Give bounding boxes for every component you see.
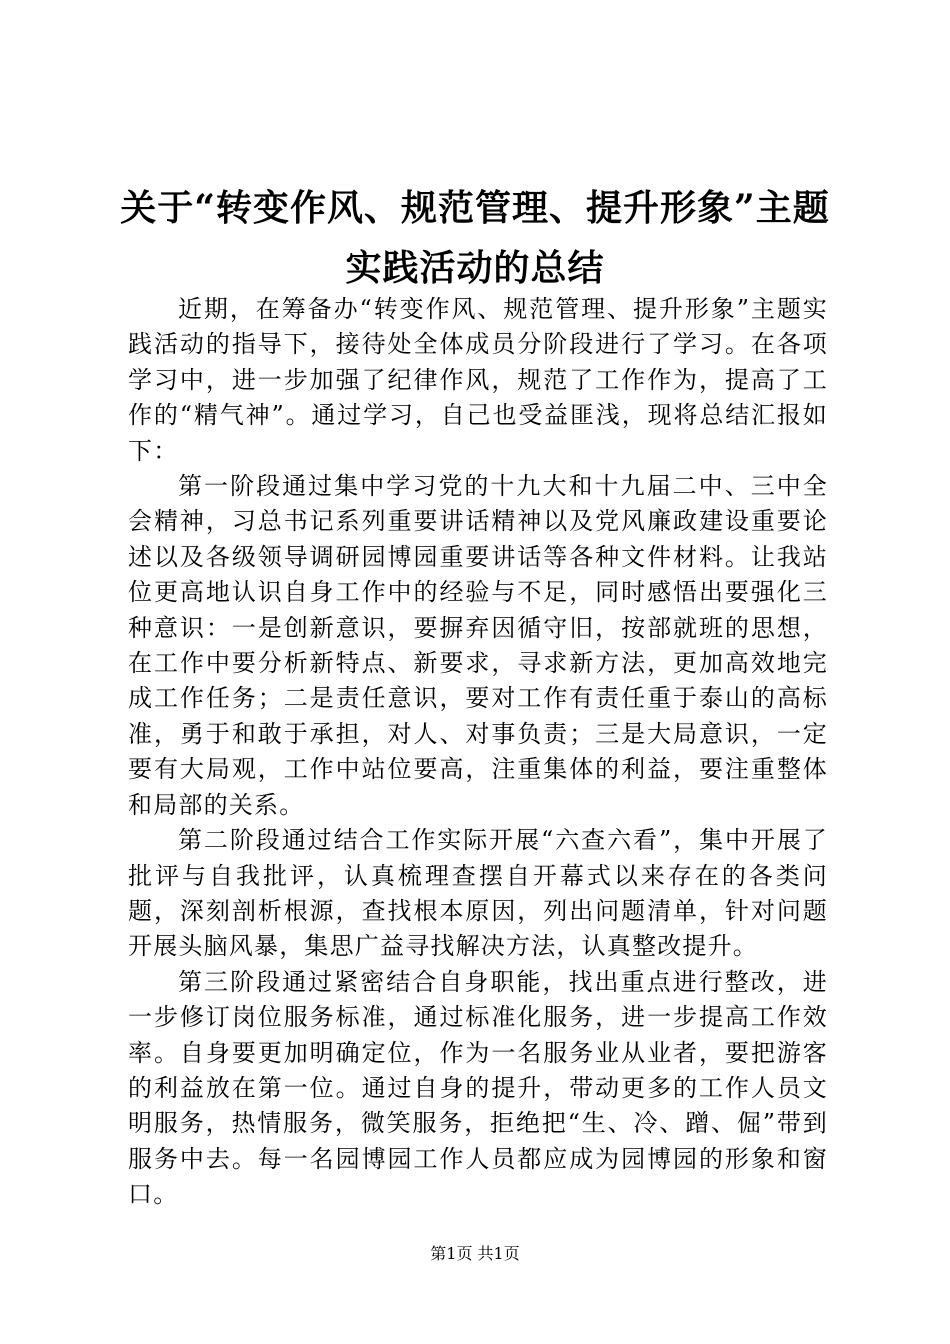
paragraph-intro: 近期，在筹备办“转变作风、规范管理、提升形象”主题实践活动的指导下，接待处全体成员分阶段进行了学习。在各项学习中，进一步加强了纪律作风，规范了工作作为，提高了工作的“精气神”。通过学习，自己也受益匪浅，现将总结汇报如下： [128, 295, 828, 465]
document-title-line-1: 关于“转变作风、规范管理、提升形象”主题 [120, 187, 830, 229]
paragraph-stage-2: 第二阶段通过结合工作实际开展“六查六看”，集中开展了批评与自我批评，认真梳理查摆自开幕式以来存在的各类问题，深刻剖析根源，查找根本原因，列出问题清单，针对问题开展头脑风暴，集思广益寻找解决方法，认真整改提升。 [128, 826, 828, 961]
page-number-footer: 第1页 共1页 [430, 1244, 520, 1263]
document-body [128, 292, 828, 1213]
document-title-line-2: 实践活动的总结 [345, 247, 605, 289]
paragraph-stage-1: 第一阶段通过集中学习党的十九大和十九届二中、三中全会精神，习总书记系列重要讲话精神以及党风廉政建设重要论述以及各级领导调研园博园重要讲话等各种文件材料。让我站位更高地认识自身工作中的经验与不足，同时感悟出要强化三种意识：一是创新意识，要摒弃因循守旧，按部就班的思想，在工作中要分析新特点、新要求，寻求新方法，更加高效地完成工作任务；二是责任意识，要对工作有责任重于泰山的高标准，勇于和敢于承担，对人、对事负责；三是大局意识，一定要有大局观，工作中站位要高，注重集体的利益，要注重整体和局部的关系。 [128, 472, 828, 819]
paragraph-stage-3: 第三阶段通过紧密结合自身职能，找出重点进行整改，进一步修订岗位服务标准，通过标准化服务，进一步提高工作效率。自身要更加明确定位，作为一名服务业从业者，要把游客的利益放在第一位。通过自身的提升，带动更多的工作人员文明服务，热情服务，微笑服务，拒绝把“生、冷、蹭、倔”带到服务中去。每一名园博园工作人员都应成为园博园的形象和窗口。 [128, 967, 828, 1209]
